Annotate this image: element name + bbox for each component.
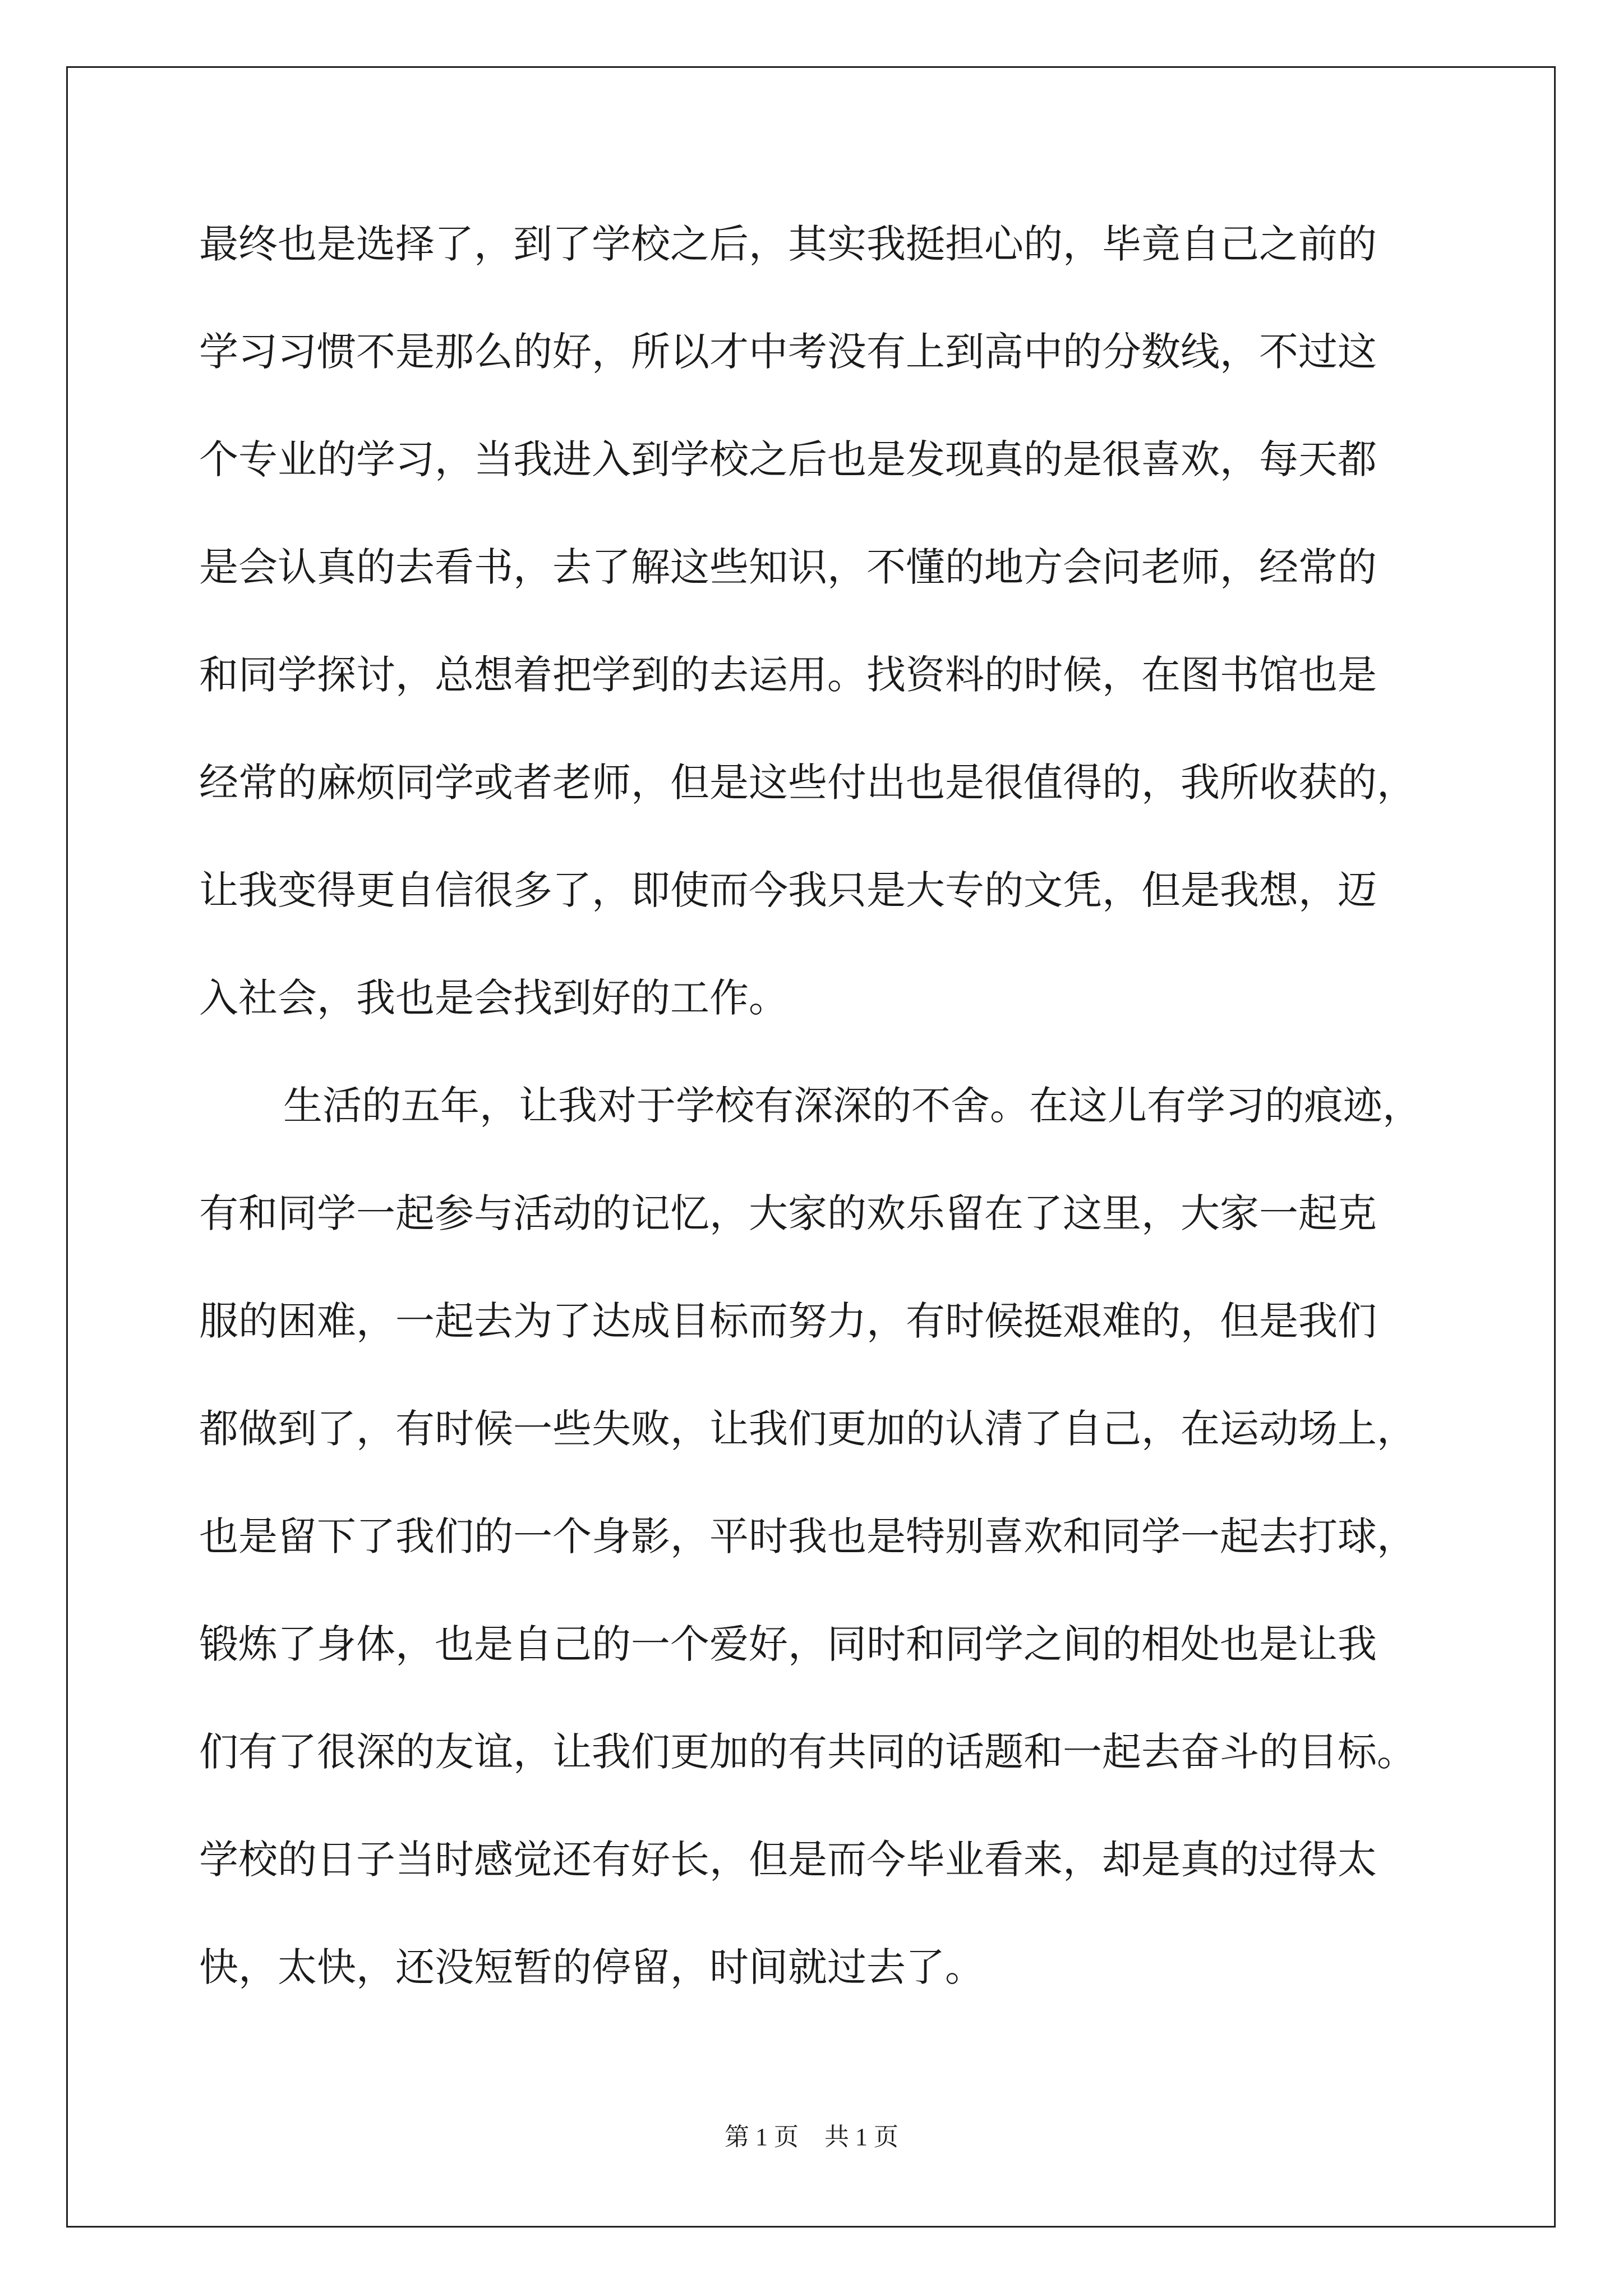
paragraph-line: 也是留下了我们的一个身影，平时我也是特别喜欢和同学一起去打球， — [199, 1513, 1416, 1559]
page-border — [66, 66, 1556, 2228]
paragraph-line: 入社会，我也是会找到好的工作。 — [199, 975, 788, 1021]
page-footer — [0, 2123, 1623, 2151]
paragraph-line: 学习习惯不是那么的好，所以才中考没有上到高中的分数线，不过这 — [199, 329, 1377, 375]
paragraph-line: 快，太快，还没短暂的停留，时间就过去了。 — [199, 1944, 984, 1990]
paragraph-line: 锻炼了身体，也是自己的一个爱好，同时和同学之间的相处也是让我 — [199, 1621, 1377, 1667]
paragraph-line: 最终也是选择了，到了学校之后，其实我挺担心的，毕竟自己之前的 — [199, 221, 1377, 267]
paragraph-line: 让我变得更自信很多了，即使而今我只是大专的文凭，但是我想，迈 — [199, 867, 1377, 913]
paragraph-line: 经常的麻烦同学或者老师，但是这些付出也是很值得的，我所收获的， — [199, 760, 1416, 806]
paragraph-line: 都做到了，有时候一些失败，让我们更加的认清了自己，在运动场上， — [199, 1406, 1416, 1452]
page-total: 共 1 页 — [824, 2123, 898, 2151]
paragraph-line: 是会认真的去看书，去了解这些知识，不懂的地方会问老师，经常的 — [199, 544, 1377, 590]
paragraph-first-line: 生活的五年，让我对于学校有深深的不舍。在这儿有学习的痕迹， — [283, 1083, 1422, 1129]
page-number: 第 1 页 — [725, 2123, 799, 2151]
paragraph-line: 学校的日子当时感觉还有好长，但是而今毕业看来，却是真的过得太 — [199, 1837, 1377, 1883]
paragraph-line: 服的困难，一起去为了达成目标而努力，有时候挺艰难的，但是我们 — [199, 1298, 1377, 1344]
paragraph-line: 和同学探讨，总想着把学到的去运用。找资料的时候，在图书馆也是 — [199, 652, 1377, 698]
paragraph-line: 们有了很深的友谊，让我们更加的有共同的话题和一起去奋斗的目标。 — [199, 1729, 1416, 1775]
paragraph-line: 个专业的学习，当我进入到学校之后也是发现真的是很喜欢，每天都 — [199, 436, 1377, 482]
paragraph-line: 有和同学一起参与活动的记忆，大家的欢乐留在了这里，大家一起克 — [199, 1190, 1377, 1236]
